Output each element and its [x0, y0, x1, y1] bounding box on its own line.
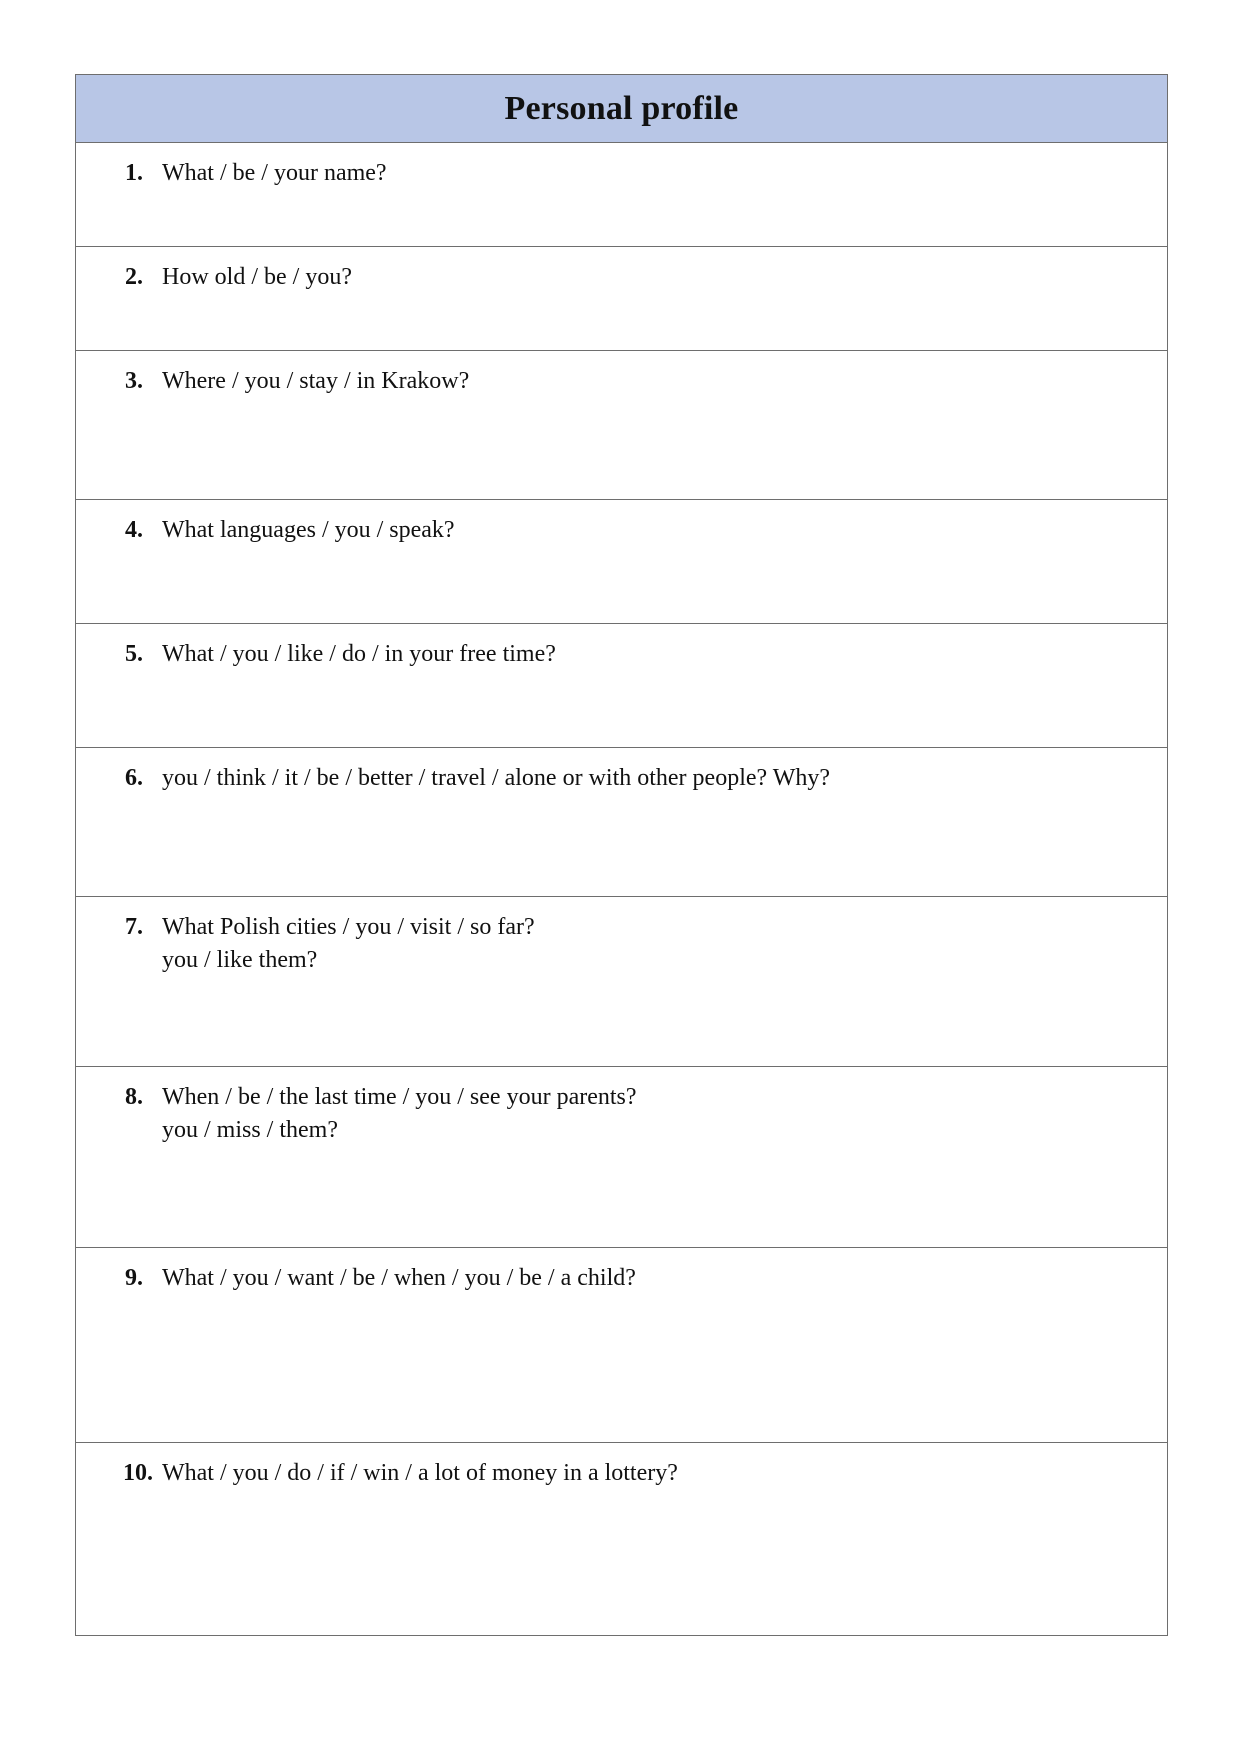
question-text: [162, 762, 830, 795]
question-text: [162, 1262, 636, 1295]
worksheet-table: [75, 74, 1168, 1636]
question-line: you / miss / them?: [162, 1117, 338, 1143]
question-number: 9.: [125, 1265, 143, 1291]
question-row-4: [76, 500, 1167, 624]
question-row-1: [76, 143, 1167, 247]
question-row-5: [76, 624, 1167, 748]
question-text: [162, 514, 455, 547]
question-text: [162, 157, 387, 190]
question-line: you / like them?: [162, 947, 318, 973]
question-number: 10.: [123, 1460, 153, 1486]
question-line: What / you / want / be / when / you / be / a child?: [162, 1265, 636, 1291]
question-line: How old / be / you?: [162, 264, 352, 290]
question-number: 5.: [125, 641, 143, 667]
question-number: 6.: [125, 765, 143, 791]
question-row-6: [76, 748, 1167, 897]
question-line: What Polish cities / you / visit / so far?: [162, 914, 535, 940]
question-text: [162, 911, 535, 977]
question-number: 1.: [125, 160, 143, 186]
question-number: 4.: [125, 517, 143, 543]
question-text: [162, 365, 469, 398]
question-row-8: [76, 1067, 1167, 1248]
question-row-2: [76, 247, 1167, 351]
question-row-7: [76, 897, 1167, 1067]
worksheet-title: Personal profile: [504, 89, 739, 127]
question-line: What languages / you / speak?: [162, 517, 455, 543]
question-row-9: [76, 1248, 1167, 1443]
question-row-10: [76, 1443, 1167, 1635]
question-line: What / you / like / do / in your free time?: [162, 641, 556, 667]
question-line: you / think / it / be / better / travel / alone or with other people? Why?: [162, 765, 831, 791]
question-line: What / be / your name?: [162, 160, 387, 186]
question-row-3: [76, 351, 1167, 500]
question-line: Where / you / stay / in Krakow?: [162, 368, 470, 394]
question-line: What / you / do / if / win / a lot of money in a lottery?: [162, 1460, 678, 1486]
question-text: [162, 1457, 678, 1490]
question-text: [162, 261, 352, 294]
title-header: [76, 75, 1167, 143]
question-number: 2.: [125, 264, 143, 290]
question-number: 8.: [125, 1084, 143, 1110]
question-number: 7.: [125, 914, 143, 940]
question-text: [162, 638, 556, 671]
question-number: 3.: [125, 368, 143, 394]
question-text: [162, 1081, 637, 1147]
question-line: When / be / the last time / you / see your parents?: [162, 1084, 637, 1110]
